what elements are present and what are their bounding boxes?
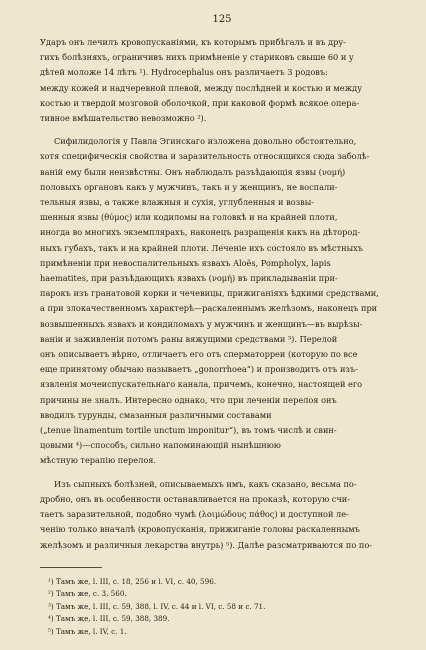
footnote-divider	[40, 567, 102, 568]
text-line: причины не зналъ. Интересно однако, что при леченіи перелоя онъ	[40, 394, 337, 405]
text-line: Сифилидологія у Павла Эгинскаго изложена довольно обстоятельно,	[54, 136, 357, 147]
text-line: желѣзомъ и различныя лекарства внутрь) ⁵). Далѣе разсматриваются по по-	[40, 539, 373, 550]
text-line: шенныя язвы (θύμος) или кодиломы на головкѣ и на крайней плоти,	[40, 212, 338, 223]
text-line: гихъ болѣзняхъ, ограничивъ нихъ примѣненіе у стариковъ свыше 60 и у	[40, 52, 354, 63]
text-line: („tenue linamentum tortile unctum imponitur“), въ томъ числѣ и свин-	[40, 425, 337, 436]
text-line: иногда во многихъ экземплярахъ, наконецъ разращенія какъ на дѣтород-	[40, 227, 361, 238]
text-line: костью и твердой мозговой оболочкой, при каковой формѣ всякое опера-	[40, 97, 360, 108]
paragraph-skin-diseases	[40, 477, 404, 553]
footnote: ⁵) Тамъ же, l. IV, c. 1.	[48, 627, 127, 637]
footnote: ¹) Тамъ же, l. III, c. 18, 256 и l. VI, c. 40, 596.	[48, 576, 217, 586]
text-line: цовыми ⁴)—способъ, сильно напоминающій нынѣшнюю	[40, 440, 281, 451]
text-line: примѣненіи при невоспалительныхъ язвахъ Aloës, Pompholyx, lapis	[40, 257, 331, 268]
text-line: онъ описываетъ вѣрно, отличаетъ его отъ сперматорреи (которую по все	[40, 349, 358, 360]
text-line: между кожей и надчеревной плевой, между послѣдней и костью и между	[40, 82, 363, 93]
paragraph-apoplexy-hydrocephalus	[40, 35, 404, 126]
text-line: парокъ изъ гранатовой корки и чечевицы, прижиганіяхъ ѣдкими средствами,	[40, 288, 379, 299]
text-line: вводилъ турунды, смазанныя различными составами	[40, 409, 272, 420]
text-line: haematites, при разъѣдающихъ язвахъ (νομή) въ прикладываніи при-	[40, 273, 338, 284]
text-line: ваній ему были неизвѣстны. Онъ наблюдалъ разъѣдающія язвы (νομή)	[40, 166, 346, 177]
text-line: тельныя язвы, а также влажныя и сухія, углубленныя и возвы-	[40, 197, 315, 208]
footnote: ⁴) Тамъ же, l. III, c. 59, 388, 389.	[48, 614, 170, 624]
text-line: ныхъ губахъ, такъ и на крайней плоти. Леченіе ихъ состояло въ мѣстныхъ	[40, 242, 363, 253]
text-line: возвышенныхъ язвахъ и кондиломахъ у мужчинъ и женщинъ—въ вырѣзы-	[40, 318, 363, 329]
text-line: язвленія мочеиспускательнаго канала, причемъ, конечно, настоящей его	[40, 379, 363, 390]
text-line: ваніи и заживленіи потомъ раны вяжущими средствами ³). Перелой	[40, 333, 338, 344]
text-line: а при злокачественномъ характерѣ—раскаленнымъ желѣзомъ, наконецъ при	[40, 303, 378, 314]
text-line: тивное вмѣшательство невозможно ²).	[40, 113, 207, 124]
text-line: ченію только вначалѣ (кровопусканія, прижиганіе головы раскаленнымъ	[40, 524, 360, 535]
text-line: мѣстную терапію перелоя.	[40, 455, 157, 466]
text-line: таетъ заразительной, подобно чумѣ (λοιμώδους πάθος) и доступной ле-	[40, 509, 349, 520]
text-line: Ударъ онъ лечилъ кровопусканіями, къ которымъ прибѣгалъ и въ дру-	[40, 37, 346, 47]
text-line: дѣтей моложе 14 лѣтъ ¹). Hydrocephalus онъ различаетъ 3 родовъ:	[40, 67, 328, 78]
text-line: еще принятому обычаю называетъ „gonorrhoea“) и производитъ отъ изъ-	[40, 364, 358, 375]
text-line: хотя специфическія свойства и заразительность относящихся сюда заболѣ-	[40, 151, 370, 162]
text-line: дробно, онъ въ особенности останавливается на проказѣ, которую счи-	[40, 493, 351, 504]
footnotes	[40, 576, 404, 639]
footnote: ²) Тамъ же, c. 3, 560.	[48, 589, 127, 599]
footnote: ³) Тамъ же, l. III, c. 59, 388, l. IV, c. 44 и l. VI, c. 58 и c. 71.	[48, 601, 266, 611]
page-number: 125	[212, 14, 232, 25]
text-line: Изъ сыпныхъ болѣзней, описываемыхъ имъ, какъ сказано, весьма по-	[54, 478, 357, 489]
paragraph-syphilidology	[40, 134, 404, 468]
text-line: половыхъ органовъ какъ у мужчинъ, такъ и у женщинъ, не воспали-	[40, 181, 338, 192]
